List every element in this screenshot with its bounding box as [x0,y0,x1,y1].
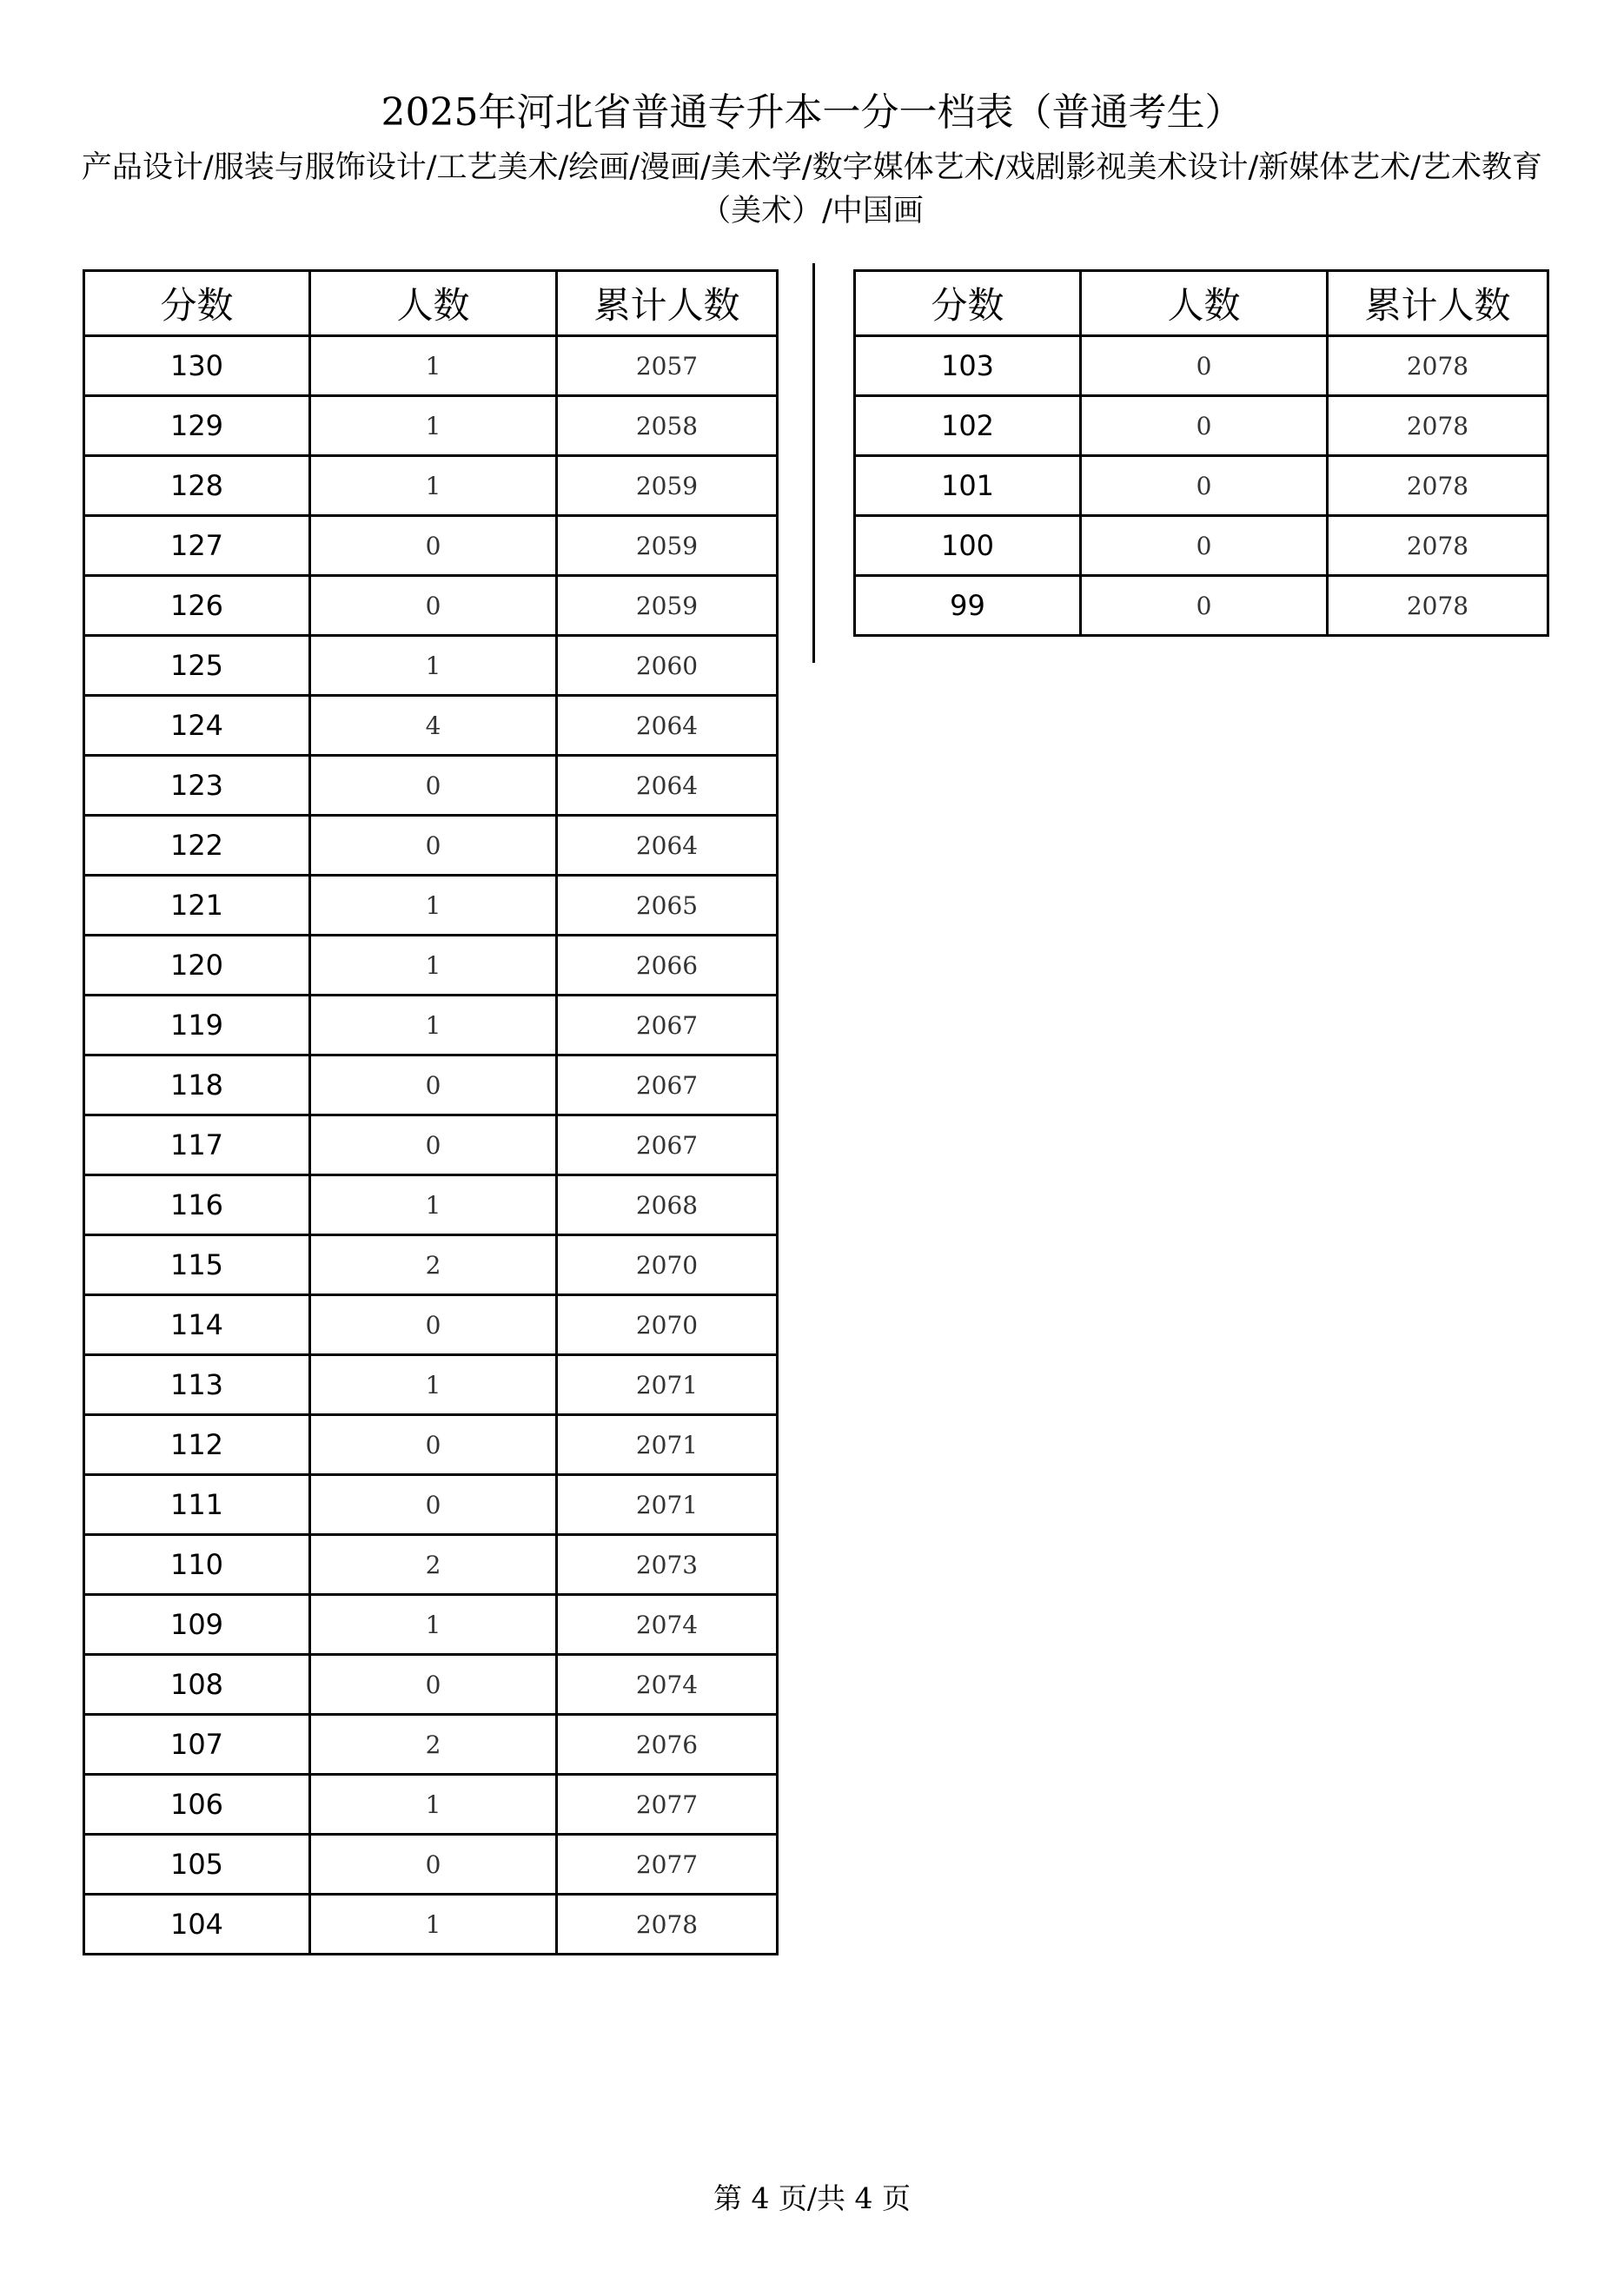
cumulative-cell: 2078 [1328,516,1548,576]
score-cell: 111 [84,1475,310,1535]
score-cell: 109 [84,1595,310,1655]
count-cell: 0 [310,1475,557,1535]
count-cell: 0 [310,1655,557,1715]
table-row [84,1595,778,1655]
table-row [84,696,778,756]
score-cell: 110 [84,1535,310,1595]
table-header-row [855,271,1548,336]
header-score: 分数 [84,271,310,336]
table-header-row [84,271,778,336]
count-cell: 1 [310,876,557,936]
score-cell: 115 [84,1235,310,1295]
table-row [84,1355,778,1415]
table-row [84,1295,778,1355]
score-cell: 123 [84,756,310,816]
table-row [84,1715,778,1775]
score-cell: 114 [84,1295,310,1355]
score-cell: 125 [84,636,310,696]
count-cell: 0 [1081,396,1328,456]
table-row [84,1655,778,1715]
count-cell: 1 [310,396,557,456]
cumulative-cell: 2071 [557,1475,778,1535]
cumulative-cell: 2059 [557,456,778,516]
score-cell: 113 [84,1355,310,1415]
score-cell: 99 [855,576,1081,636]
cumulative-cell: 2064 [557,816,778,876]
count-cell: 0 [310,1835,557,1895]
table-row [855,516,1548,576]
count-cell: 0 [310,1115,557,1175]
score-table-right [853,269,1549,637]
score-cell: 105 [84,1835,310,1895]
cumulative-cell: 2057 [557,336,778,396]
table-row [84,996,778,1055]
table-row [84,336,778,396]
table-row [855,456,1548,516]
table-row [84,1835,778,1895]
cumulative-cell: 2071 [557,1415,778,1475]
count-cell: 0 [310,1295,557,1355]
count-cell: 0 [310,816,557,876]
header-count: 人数 [1081,271,1328,336]
column-divider [812,263,815,663]
cumulative-cell: 2070 [557,1295,778,1355]
score-cell: 129 [84,396,310,456]
cumulative-cell: 2060 [557,636,778,696]
cumulative-cell: 2074 [557,1655,778,1715]
count-cell: 0 [310,516,557,576]
table-row [84,816,778,876]
cumulative-cell: 2077 [557,1835,778,1895]
score-cell: 117 [84,1115,310,1175]
count-cell: 2 [310,1715,557,1775]
count-cell: 1 [310,1355,557,1415]
count-cell: 1 [310,1175,557,1235]
count-cell: 1 [310,1775,557,1835]
score-cell: 122 [84,816,310,876]
count-cell: 0 [310,1415,557,1475]
cumulative-cell: 2073 [557,1535,778,1595]
score-table-left [83,269,779,1955]
table-row [84,1055,778,1115]
score-cell: 104 [84,1895,310,1955]
count-cell: 1 [310,1595,557,1655]
cumulative-cell: 2067 [557,996,778,1055]
cumulative-cell: 2077 [557,1775,778,1835]
score-cell: 102 [855,396,1081,456]
count-cell: 1 [310,456,557,516]
table-row [84,396,778,456]
header-cumulative: 累计人数 [1328,271,1548,336]
table-row [84,1415,778,1475]
table-row [855,336,1548,396]
score-cell: 124 [84,696,310,756]
cumulative-cell: 2078 [1328,336,1548,396]
count-cell: 0 [1081,516,1328,576]
page-footer: 第 4 页/共 4 页 [713,2181,911,2215]
cumulative-cell: 2078 [1328,396,1548,456]
count-cell: 4 [310,696,557,756]
cumulative-cell: 2067 [557,1115,778,1175]
count-cell: 0 [1081,576,1328,636]
table-row [84,576,778,636]
table-row [84,1895,778,1955]
count-cell: 2 [310,1535,557,1595]
table-row [84,1535,778,1595]
score-cell: 127 [84,516,310,576]
header-count: 人数 [310,271,557,336]
table-row [84,1775,778,1835]
table-row [855,576,1548,636]
table-row [84,756,778,816]
cumulative-cell: 2067 [557,1055,778,1115]
count-cell: 1 [310,996,557,1055]
cumulative-cell: 2064 [557,756,778,816]
cumulative-cell: 2071 [557,1355,778,1415]
count-cell: 1 [310,1895,557,1955]
cumulative-cell: 2074 [557,1595,778,1655]
cumulative-cell: 2078 [1328,576,1548,636]
score-cell: 120 [84,936,310,996]
cumulative-cell: 2078 [557,1895,778,1955]
score-cell: 103 [855,336,1081,396]
cumulative-cell: 2064 [557,696,778,756]
table-row [84,876,778,936]
table-row [84,456,778,516]
count-cell: 2 [310,1235,557,1295]
table-row [84,516,778,576]
page-subtitle: 产品设计/服装与服饰设计/工艺美术/绘画/漫画/美术学/数字媒体艺术/戏剧影视美术设计/新媒体艺术/艺术教育（美术）/中国画 [81,150,1543,228]
cumulative-cell: 2078 [1328,456,1548,516]
header-cumulative: 累计人数 [557,271,778,336]
count-cell: 0 [1081,456,1328,516]
header-score: 分数 [855,271,1081,336]
count-cell: 1 [310,636,557,696]
table-row [84,1475,778,1535]
count-cell: 1 [310,336,557,396]
score-cell: 130 [84,336,310,396]
score-cell: 107 [84,1715,310,1775]
count-cell: 0 [310,576,557,636]
cumulative-cell: 2076 [557,1715,778,1775]
score-cell: 128 [84,456,310,516]
cumulative-cell: 2070 [557,1235,778,1295]
score-cell: 119 [84,996,310,1055]
page-title: 2025年河北省普通专升本一分一档表（普通考生） [381,90,1243,135]
cumulative-cell: 2058 [557,396,778,456]
table-row [84,1115,778,1175]
cumulative-cell: 2059 [557,516,778,576]
table-row [84,636,778,696]
table-row [84,1235,778,1295]
count-cell: 0 [310,1055,557,1115]
score-cell: 100 [855,516,1081,576]
count-cell: 0 [1081,336,1328,396]
score-cell: 106 [84,1775,310,1835]
score-cell: 101 [855,456,1081,516]
table-row [855,396,1548,456]
cumulative-cell: 2066 [557,936,778,996]
score-cell: 112 [84,1415,310,1475]
score-cell: 116 [84,1175,310,1235]
count-cell: 1 [310,936,557,996]
cumulative-cell: 2059 [557,576,778,636]
count-cell: 0 [310,756,557,816]
cumulative-cell: 2065 [557,876,778,936]
score-cell: 108 [84,1655,310,1715]
score-cell: 118 [84,1055,310,1115]
table-row [84,936,778,996]
cumulative-cell: 2068 [557,1175,778,1235]
score-cell: 121 [84,876,310,936]
table-row [84,1175,778,1235]
score-cell: 126 [84,576,310,636]
